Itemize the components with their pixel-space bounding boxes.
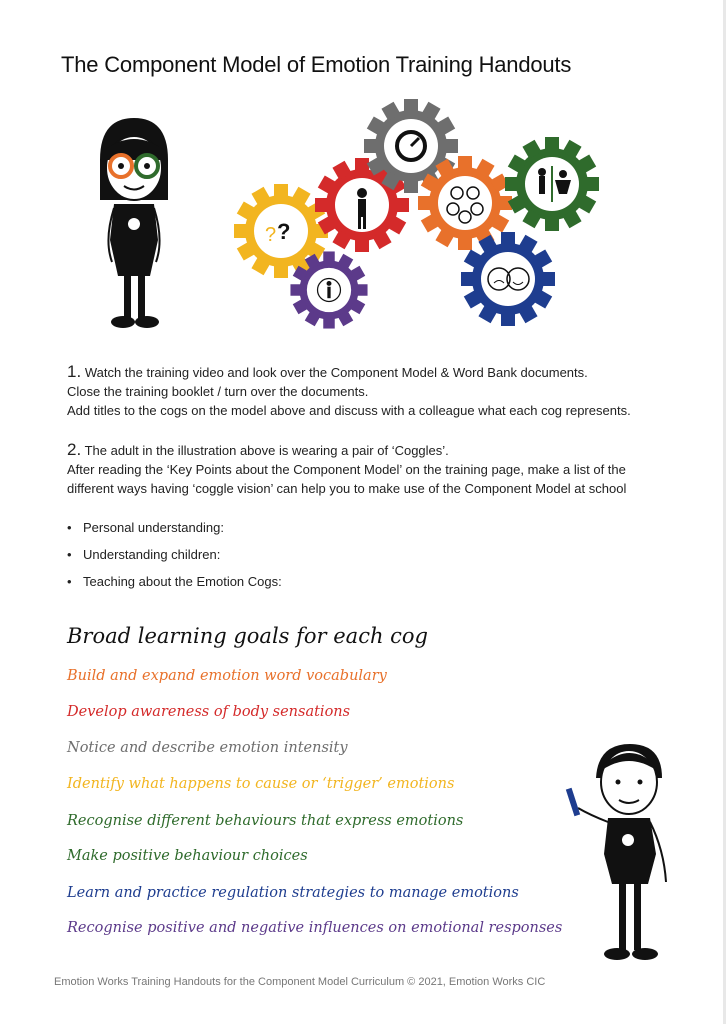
goal-behaviours: Recognise different behaviours that express emotions [67,813,464,829]
page-footer: Emotion Works Training Handouts for the Component Model Curriculum © 2021, Emotion Works CIC [54,976,546,988]
instruction-step-2 [67,440,626,498]
list-item: • Personal understanding: [67,520,282,547]
step-2-line-2: After reading the ‘Key Points about the Component Model’ on the training page, make a list of the [67,462,626,477]
svg-text:?: ? [277,219,291,244]
step-1-number: 1. [67,362,82,381]
goal-intensity: Notice and describe emotion intensity [67,740,348,756]
cog-behaviours-icon [505,137,599,231]
goal-behaviour-choices: Make positive behaviour choices [67,848,308,864]
step-1-line-3: Add titles to the cogs on the model above and discuss with a colleague what each cog represents. [67,403,631,418]
cog-regulation-icon [461,232,555,326]
reflection-list [67,520,282,601]
step-1-line-2: Close the training booklet / turn over the documents. [67,384,369,399]
list-item: • Understanding children: [67,547,282,574]
step-1-line-1: Watch the training video and look over the Component Model & Word Bank documents. [84,365,588,380]
step-2-line-1: The adult in the illustration above is wearing a pair of ‘Coggles’. [84,443,449,458]
goal-vocabulary: Build and expand emotion word vocabulary [67,668,387,684]
pointing-character-icon [566,744,666,960]
instruction-step-1 [67,362,631,420]
step-2-line-3: different ways having ‘coggle vision’ can help you to make use of the Component Model at school [67,481,627,496]
goal-influences: Recognise positive and negative influences on emotional responses [67,920,563,936]
goal-triggers: Identify what happens to cause or ‘trigger’ emotions [67,776,455,792]
list-item: • Teaching about the Emotion Cogs: [67,574,282,601]
step-2-number: 2. [67,440,82,459]
goal-body-sensations: Develop awareness of body sensations [67,704,351,720]
page-title: The Component Model of Emotion Training Handouts [61,52,572,77]
svg-text:?: ? [265,224,277,246]
goal-regulation: Learn and practice regulation strategies to manage emotions [67,885,519,901]
coggles-character-icon [100,118,168,328]
goals-heading: Broad learning goals for each cog [67,624,428,648]
